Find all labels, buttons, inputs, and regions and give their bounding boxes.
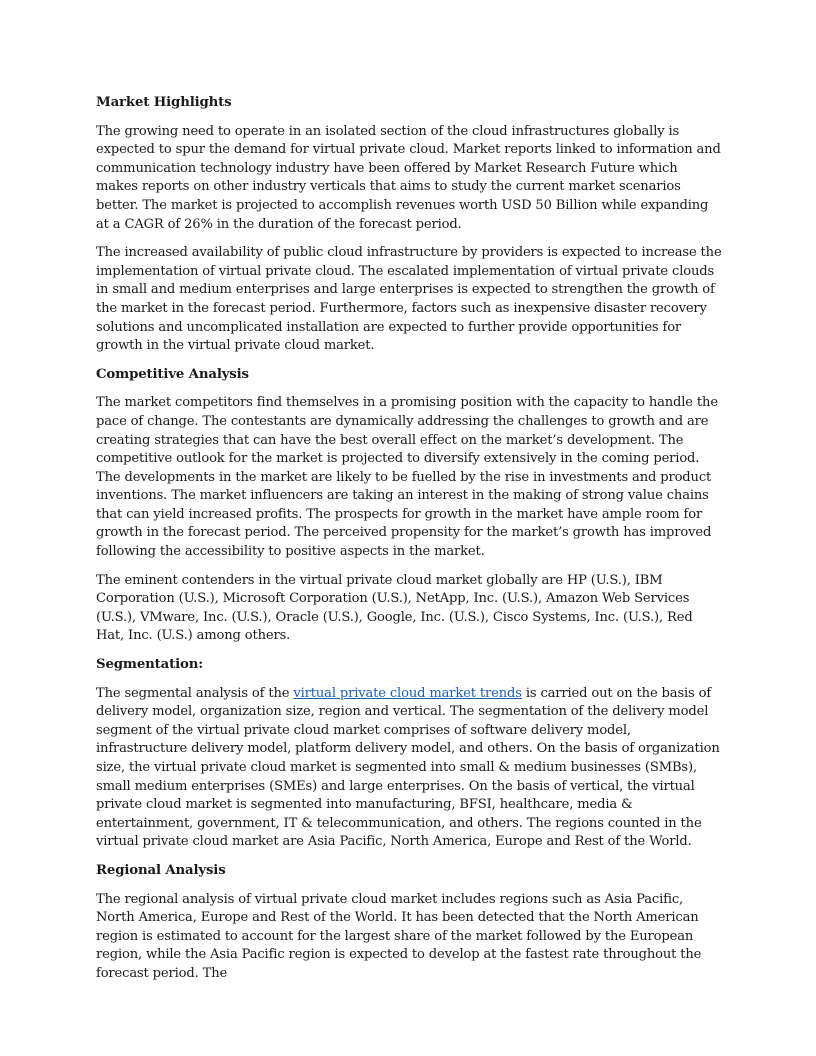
heading-regional-analysis: Regional Analysis bbox=[96, 862, 226, 878]
paragraph-market-highlights-1: The growing need to operate in an isolated section of the cloud infrastructures globally is expected to spur the demand for virtual private cloud. Market reports linked to information and communication technology industry have been offered by Market Research Future which makes reports on other industry verticals that aims to study the current market scenarios better. The market is projected to accomplish revenues worth USD 50 Billion while expanding at a CAGR of 26% in the duration of the forecast period. bbox=[96, 123, 721, 232]
paragraph-regional-analysis-1: The regional analysis of virtual private cloud market includes regions such as Asia Pacific, North America, Europe and Rest of the World. It has been detected that the North American region is estimated to account for the largest share of the market followed by the European region, while the Asia Pacific region is expected to develop at the fastest rate throughout the forecast period. The bbox=[96, 891, 702, 981]
heading-market-highlights: Market Highlights bbox=[96, 95, 232, 110]
heading-segmentation: Segmentation: bbox=[96, 657, 204, 673]
segmentation-text-after-link: is carried out on the basis of delivery model, organization size, region and vertical. The segmentation of the delivery model segment of the virtual private cloud market comprises of software delivery model, infrastructure delivery model, platform delivery model, and others. On the basis of organization size, the virtual private cloud market is segmented into small & medium businesses (SMBs), small medium enterprises (SMEs) and large enterprises. On the basis of vertical, the virtual private cloud market is segmented into manufacturing, BFSI, healthcare, media & entertainment, government, IT & telecommunication, and others. The regions counted in the virtual private cloud market are Asia Pacific, North America, Europe and Rest of the World. bbox=[96, 685, 720, 850]
segmentation-text-before-link: The segmental analysis of the bbox=[96, 685, 294, 701]
document-page bbox=[96, 94, 722, 994]
paragraph-market-highlights-2: The increased availability of public cloud infrastructure by providers is expected to increase the implementation of virtual private cloud. The escalated implementation of virtual private clouds in small and medium enterprises and large enterprises is expected to strengthen the growth of the market in the forecast period. Furthermore, factors such as inexpensive disaster recovery solutions and uncomplicated installation are expected to further provide opportunities for growth in the virtual private cloud market. bbox=[96, 245, 722, 354]
paragraph-segmentation-1 bbox=[96, 685, 722, 852]
virtual-private-cloud-trends-link[interactable]: virtual private cloud market trends bbox=[293, 685, 522, 701]
paragraph-competitive-analysis-2: The eminent contenders in the virtual private cloud market globally are HP (U.S.), IBM Corporation (U.S.), Microsoft Corporation (U.S.), NetApp, Inc. (U.S.), Amazon Web Services (U.S.), VMware, Inc. (U.S.), Oracle (U.S.), Google, Inc. (U.S.), Cisco Systems, Inc. (U.S.), Red Hat, Inc. (U.S.) among others. bbox=[96, 572, 693, 644]
paragraph-competitive-analysis-1: The market competitors find themselves in a promising position with the capacity to handle the pace of change. The contestants are dynamically addressing the challenges to growth and are creating strategies that can have the best overall effect on the market’s development. The competitive outlook for the market is projected to diversify extensively in the coming period. The developments in the market are likely to be fuelled by the rise in investments and product inventions. The market influencers are taking an interest in the making of strong value chains that can yield increased profits. The prospects for growth in the market have ample room for growth in the forecast period. The perceived propensity for the market’s growth has improved following the accessibility to positive aspects in the market. bbox=[96, 395, 718, 560]
heading-competitive-analysis: Competitive Analysis bbox=[96, 366, 249, 382]
